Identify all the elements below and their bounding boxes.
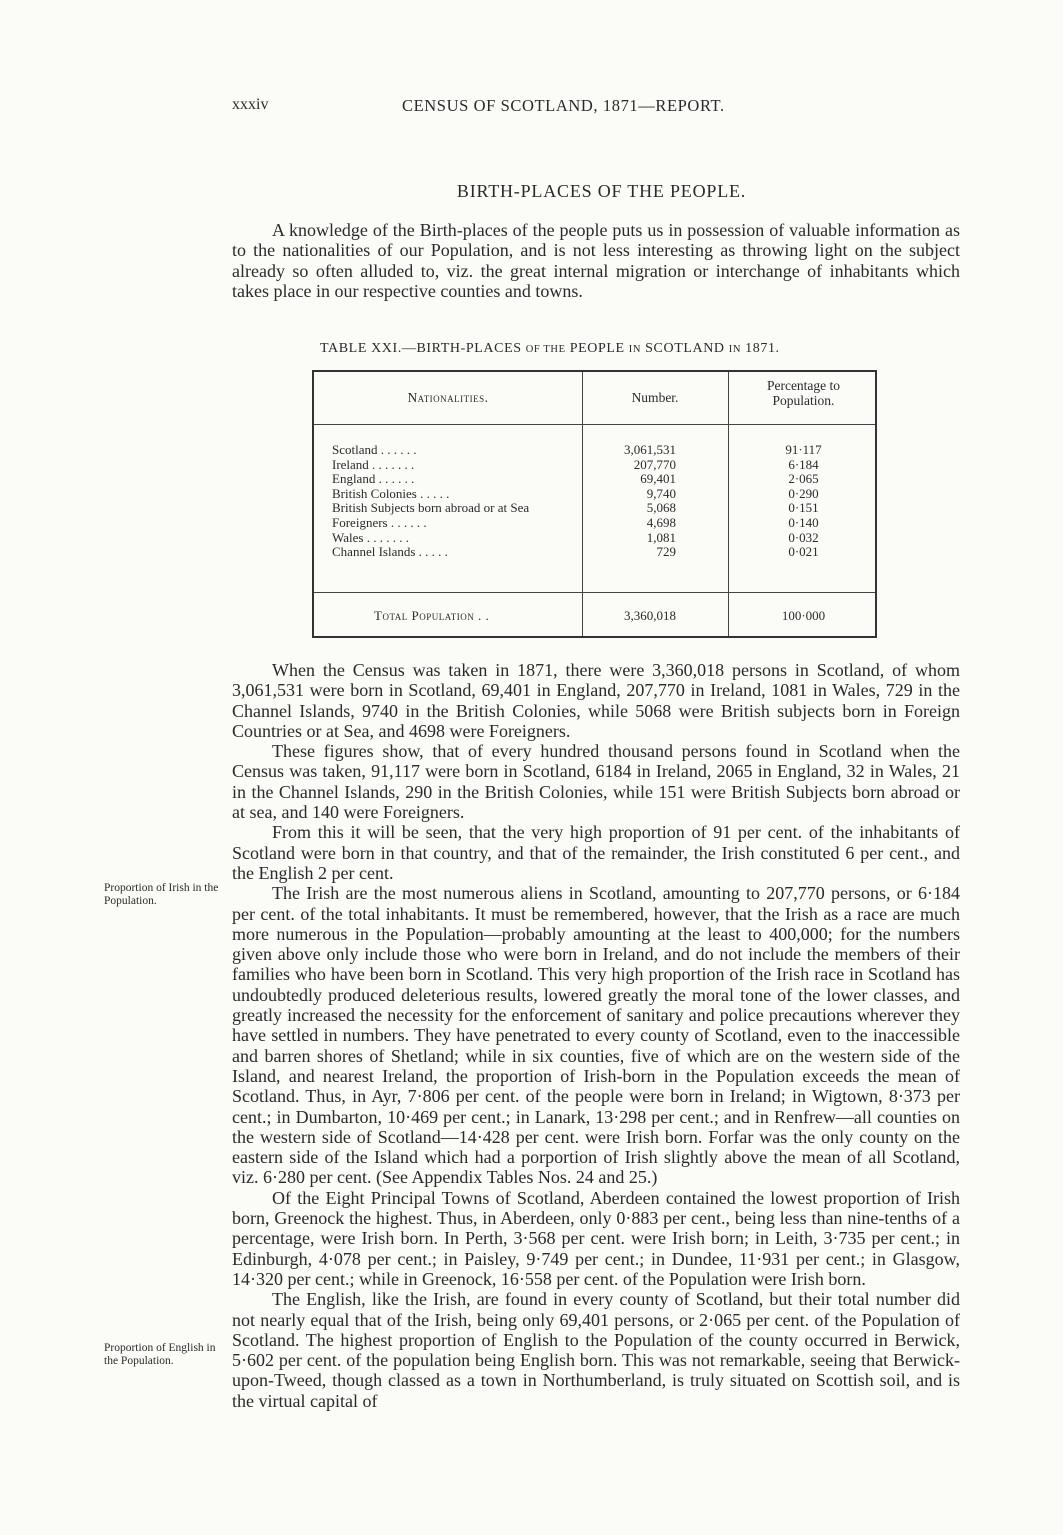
table-row-nationality: British Subjects born abroad or at Sea [332, 500, 530, 516]
header-percentage: Percentage to Population. [766, 378, 841, 408]
intro-paragraph: A knowledge of the Birth-places of the people puts us in possession of valuable information as to the nationalities of our Population, and is not less interesting as throwing light on the subject already so often alluded to, viz. the great internal migration or interchange of inhabitants which takes place in our respective counties and towns. [232, 220, 960, 301]
margin-note-irish: Proportion of Irish in the Population. [104, 882, 219, 907]
table-row-percentage: 6·184 [788, 456, 819, 472]
table-caption: TABLE XXI.—BIRTH-PLACES OF THE PEOPLE IN SCOTLAND IN 1871. [320, 341, 780, 356]
total-number: 3,360,018 [624, 608, 676, 623]
header-nationalities: Nationalities. [407, 390, 489, 405]
table-row-percentage: 0·140 [788, 514, 819, 530]
section-title: BIRTH-PLACES OF THE PEOPLE. [456, 181, 747, 201]
table-row-percentage: 0·032 [788, 529, 819, 545]
table-row-percentage: 2·065 [788, 471, 819, 487]
paragraph: From this it will be seen, that the very high proportion of 91 per cent. of the inhabitants of Scotland were born in that country, and that of the remainder, the Irish constituted 6 per cent., and the English 2 per cent. [232, 822, 960, 883]
paragraph: The English, like the Irish, are found in every county of Scotland, but their total number did not nearly equal that of the Irish, being only 69,401 persons, or 2·065 per cent. of the Population of Scotland. The highest proportion of English to the Population of the county occurred in Berwick, 5·602 per cent. of the population being English born. This was not remarkable, seeing that Berwick-upon-Tweed, though classed as a town in Northumberland, is truly situated on Scottish soil, and is the virtual capital of [232, 1289, 960, 1411]
table-row-percentage: 0·151 [788, 500, 819, 516]
table-row-nationality: Ireland . . . . . . . [332, 456, 415, 472]
paragraph: The Irish are the most numerous aliens in Scotland, amounting to 207,770 persons, or 6·184 per cent. of the total inhabitants. It must be remembered, however, that the Irish as a race are much more numerous in the Population—probably amounting at the least to 400,000; for the numbers given above only include those who were born in Ireland, and do not include the members of their families who have been born in Scotland. This very high proportion of the Irish race in Scotland has undoubtedly produced deleterious results, lowered greatly the moral tone of the lower classes, and greatly increased the necessity for the enforcement of sanitary and police precautions wherever they have settled in numbers. They have penetrated to every county of Scotland, even to the inaccessible and barren shores of Shetland; while in six counties, five of which are on the western side of the Island, and nearest Ireland, the proportion of Irish-born in the Population exceeds the mean of Scotland. Thus, in Ayr, 7·806 per cent. of the people were born in Ireland; in Wigtown, 8·373 per cent.; in Dumbarton, 10·469 per cent.; in Lanark, 13·298 per cent.; and in Renfrew—all counties on the western side of Scotland—14·428 per cent. were Irish born. Forfar was the only county on the eastern side of the Island which had a porportion of Irish slightly above the mean of all Scotland, viz. 6·280 per cent. (See Appendix Tables Nos. 24 and 25.) [232, 883, 960, 1188]
page-number: xxxiv [232, 96, 269, 113]
table-row-number: 1,081 [646, 529, 676, 545]
main-text [232, 660, 960, 1411]
table-row-nationality: Scotland . . . . . . [332, 442, 417, 457]
paragraph: When the Census was taken in 1871, there were 3,360,018 persons in Scotland, of whom 3,061,531 were born in Scotland, 69,401 in England, 207,770 in Ireland, 1081 in Wales, 729 in the Channel Islands, 9740 in the British Colonies, while 5068 were British subjects born in Foreign Countries or at Sea, and 4698 were Foreigners. [232, 660, 960, 741]
table-row-percentage: 0·021 [788, 544, 819, 560]
table-row-nationality: England . . . . . . [332, 471, 415, 487]
table-row-percentage: 0·290 [788, 485, 819, 501]
total-label: Total Population . . [374, 608, 490, 623]
total-percentage: 100·000 [781, 608, 826, 623]
table-row-number: 4,698 [646, 514, 676, 530]
nationalities-column [332, 443, 529, 560]
header-number: Number. [631, 390, 679, 405]
number-column [582, 443, 712, 560]
table-row-number: 207,770 [633, 456, 676, 472]
birthplaces-table [312, 370, 877, 638]
running-title: CENSUS OF SCOTLAND, 1871—REPORT. [402, 96, 725, 115]
table-row-number: 9,740 [646, 485, 676, 501]
table-row-number: 5,068 [646, 500, 676, 516]
table-row-number: 3,061,531 [624, 442, 676, 457]
table-row-nationality: British Colonies . . . . . [332, 485, 450, 501]
margin-note-english: Proportion of English in the Population. [104, 1342, 216, 1367]
paragraph: These figures show, that of every hundred thousand persons found in Scotland when the Census was taken, 91,117 were born in Scotland, 6184 in Ireland, 2065 in England, 32 in Wales, 21 in the Channel Islands, 290 in the British Colonies, while 151 were British Subjects born abroad or at sea, and 140 were Foreigners. [232, 741, 960, 823]
running-header [232, 96, 960, 120]
table-row-nationality: Wales . . . . . . . [332, 529, 409, 545]
table-row-number: 729 [656, 544, 676, 560]
intro-section [232, 220, 960, 301]
table-row-nationality: Channel Islands . . . . . [332, 544, 448, 560]
table-row-nationality: Foreigners . . . . . . [332, 514, 427, 530]
table-row-percentage: 91·117 [785, 442, 822, 457]
percentage-column [730, 443, 877, 560]
paragraph: Of the Eight Principal Towns of Scotland, Aberdeen contained the lowest proportion of Irish born, Greenock the highest. Thus, in Aberdeen, only 0·883 per cent., being less than nine-tenths of a percentage, were Irish born. In Perth, 3·568 per cent. were Irish born; in Leith, 3·735 per cent.; in Edinburgh, 4·078 per cent.; in Paisley, 9·749 per cent.; in Dundee, 11·931 per cent.; in Glasgow, 14·320 per cent.; while in Greenock, 16·558 per cent. of the Population were Irish born. [232, 1187, 960, 1289]
table-row-number: 69,401 [640, 471, 676, 487]
